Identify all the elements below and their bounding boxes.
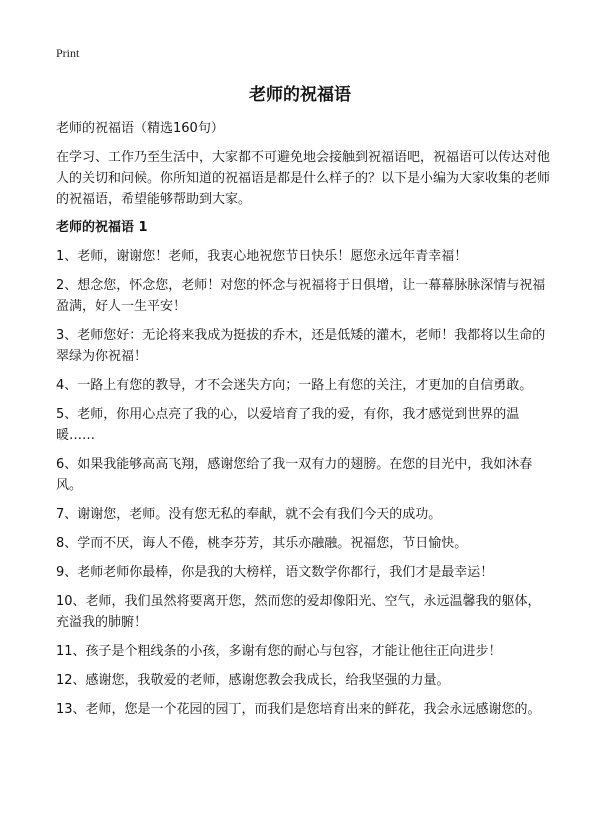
list-item [56,699,552,720]
item-number: 12 [56,673,73,688]
item-text: 、老师您好：无论将来我成为挺拔的乔木，还是低矮的灌木，老师！我都将以生命的翠绿为你祝福！ [56,328,546,364]
item-number: 1 [56,249,65,264]
item-text: 、谢谢您，老师。没有您无私的奉献，就不会有我们今天的成功。 [64,507,442,522]
list-item [56,325,552,367]
list-item [56,533,552,554]
item-text: 、感谢您，我敬爱的老师，感谢您教会我成长，给我坚强的力量。 [72,673,450,688]
item-number: 9 [56,565,65,580]
item-text: 、学而不厌，诲人不倦，桃李芬芳，其乐亦融融。祝福您，节日愉快。 [64,536,468,551]
page-title: 老师的祝福语 [249,85,351,105]
list-item [56,404,552,446]
list-item [56,375,552,396]
item-number: 7 [56,507,65,522]
item-number: 13 [56,702,73,717]
item-text: 、老师，您是一个花园的园丁，而我们是您培育出来的鲜花，我会永远感谢您的。 [72,702,541,717]
item-number: 6 [56,457,65,472]
list-item [56,562,552,583]
list-item [56,641,552,662]
list-item [56,275,552,317]
section-heading: 老师的祝福语 1 [56,220,148,235]
item-number: 10 [56,594,73,609]
item-number: 3 [56,328,65,343]
list-item [56,454,552,496]
list-item [56,591,552,633]
item-text: 、孩子是个粗线条的小孩，多谢有您的耐心与包容，才能让他往正向进步！ [72,644,502,659]
print-label[interactable]: Print [56,46,80,60]
item-text: 、如果我能够高高飞翔，感谢您给了我一双有力的翅膀。在您的目光中，我如沐春风。 [56,457,533,493]
list-item [56,670,552,691]
list-item [56,246,552,267]
item-number: 8 [56,536,65,551]
item-text: 、老师，你用心点亮了我的心，以爱培育了我的爱，有你，我才感觉到世界的温暖…… [56,407,520,443]
item-number: 11 [56,644,73,659]
article-subtitle: 老师的祝福语（精选160句） [56,121,224,136]
list-item [56,504,552,525]
item-text: 、老师，谢谢您！老师，我衷心地祝您节日快乐！愿您永远年青幸福！ [64,249,468,264]
item-text: 、老师，我们虽然将要离开您，然而您的爱却像阳光、空气，永远温馨我的躯体，充溢我的肺腑！ [56,594,541,630]
item-text: 、想念您，怀念您，老师！对您的怀念与祝福将于日俱增，让一幕幕脉脉深情与祝福盈满，好人一生平安！ [56,278,546,314]
item-number: 4 [56,378,65,393]
item-number: 2 [56,278,65,293]
item-text: 、老师老师你最棒，你是我的大榜样，语文数学你都行，我们才是最幸运！ [64,565,494,580]
intro-paragraph: 在学习、工作乃至生活中，大家都不可避免地会接触到祝福语吧，祝福语可以传达对他人的关切和问候。你所知道的祝福语是都是什么样子的？以下是小编为大家收集的老师的祝福语，希望能够帮助到大家。 [56,150,551,207]
item-text: 、一路上有您的教导，才不会迷失方向；一路上有您的关注，才更加的自信勇敢。 [64,378,533,393]
item-number: 5 [56,407,65,422]
article-body [56,118,552,728]
